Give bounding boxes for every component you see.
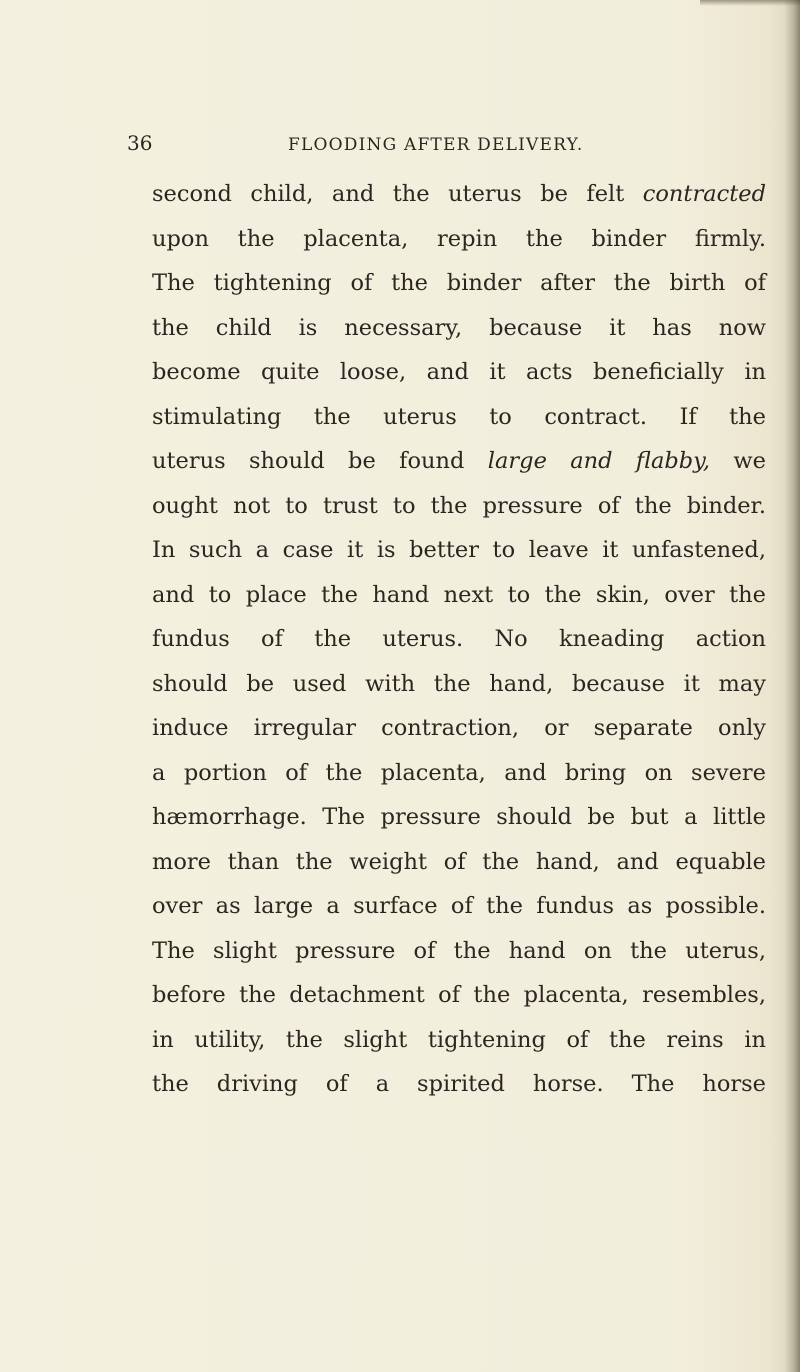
italic-text: contracted [642,181,766,207]
text-line: a portion of the placenta, and bring on severe [152,759,766,786]
text-line: become quite loose, and it acts beneficially in [152,359,766,385]
text-line: The tightening of the binder after the birth of [152,270,766,296]
text-line: The slight pressure of the hand on the uterus, [152,937,766,964]
text-line: fundus of the uterus. No kneading action [152,626,766,652]
text-line: ought not to trust to the pressure of the binder. [152,492,766,519]
text-line: in utility, the slight tightening of the reins in [152,1026,766,1053]
italic-text: large and flabby, [487,448,711,474]
body-text [152,172,766,1107]
text-line: the driving of a spirited horse. The horse [152,1071,766,1097]
text-line: and to place the hand next to the skin, over the [152,581,766,608]
text-line: before the detachment of the placenta, resembles, [152,982,766,1008]
text-line: the child is necessary, because it has now [152,314,766,341]
text-line: should be used with the hand, because it may [152,670,766,697]
page-edge-shadow [784,0,800,1372]
text-line: stimulating the uterus to contract. If the [152,403,766,430]
text-line: In such a case it is better to leave it unfastened, [152,537,766,563]
text-line: upon the placenta, repin the binder firmly. [152,225,766,252]
page-number: 36 [127,131,153,155]
page-header [127,131,767,161]
text-line: second child, and the uterus be felt contracted [152,181,766,207]
running-title: FLOODING AFTER DELIVERY. [288,135,584,155]
text-line: induce irregular contraction, or separate only [152,715,766,741]
text-line: hæmorrhage. The pressure should be but a little [152,804,766,830]
text-line: more than the weight of the hand, and equable [152,848,766,875]
text-line: over as large a surface of the fundus as possible. [152,893,766,919]
text-line: uterus should be found large and flabby, we [152,448,766,474]
